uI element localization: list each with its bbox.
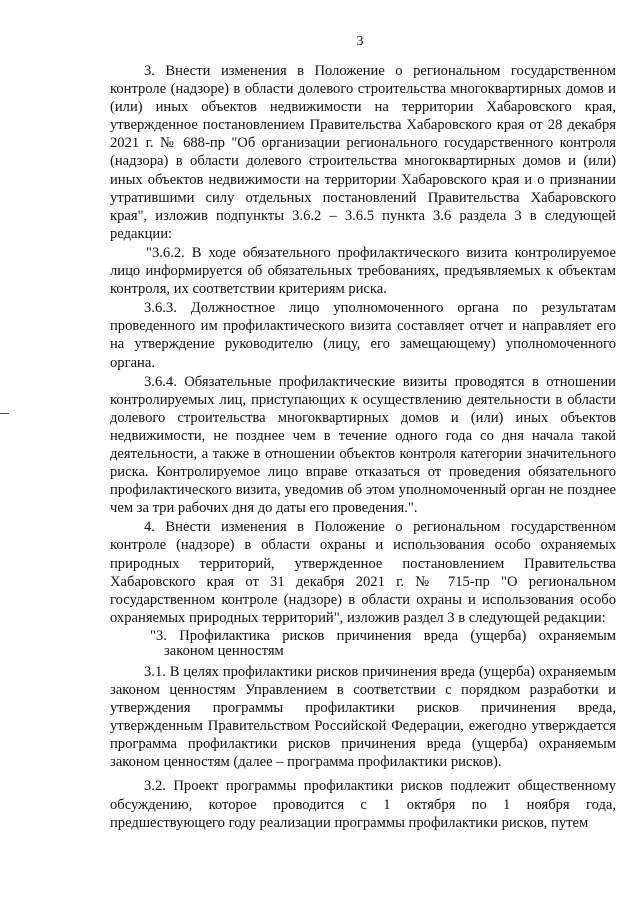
paragraph-item-3: 3. Внести изменения в Положение о региональном государственном контроле (надзоре) в области долевого строительства многоквартирных домов и (или) иных объектов недвижимости на территории Хабаровского края, утвержденное постановлением Правительства Хабаровского края от 28 декабря 2021 г. № 688-пр "Об организации регионального государственного контроля (надзора) в области долевого строительства многоквартирных домов и (или) иных объектов недвижимости на территории Хабаровского края и о признании утратившими силу отдельных постановлений Правительства Хабаровского края", изложив подпункты 3.6.2 – 3.6.5 пункта 3.6 раздела 3 в следующей редакции: — [110, 63, 616, 242]
section-heading-line-2: законом ценностям — [164, 642, 284, 659]
section-heading — [110, 629, 616, 659]
paragraph-3-2: 3.2. Проект программы профилактики рисков подлежит общественному обсуждению, которое проводится с 1 октября по 1 ноября года, предшествующего году реализации программы профилактики рисков, путем — [110, 778, 616, 831]
document-body — [110, 62, 616, 832]
section-heading-line-1: "3. Профилактика рисков причинения вреда (ущерба) охраняемым — [150, 627, 616, 644]
paragraph-3-6-4: 3.6.4. Обязательные профилактические визиты проводятся в отношении контролируемых лиц, приступающих к осуществлению деятельности в области долевого строительства многоквартирных домов и (или) иных объектов недвижимости, не позднее чем в течение одного года со дня начала такой деятельности, а также в отношении объектов контроля категории значительного риска. Контролируемое лицо вправе отказаться от проведения обязательного профилактического визита, уведомив об этом уполномоченный орган не позднее чем за три рабочих дня до даты его проведения.". — [110, 373, 616, 517]
page-number: 3 — [356, 34, 364, 49]
paragraph-3-6-3: 3.6.3. Должностное лицо уполномоченного органа по результатам проведенного им профилактического визита составляет отчет и направляет его на утверждение руководителю (лицу, его замещающему) уполномоченного органа. — [110, 300, 616, 371]
paragraph-3-1: 3.1. В целях профилактики рисков причинения вреда (ущерба) охраняемым законом ценностям Управлением в соответствии с порядком разработки и утверждения программы профилактики рисков причинения вреда, утвержденным Правительством Российской Федерации, ежегодно утверждается программа профилактики рисков причинения вреда (ущерба) охраняемым законом ценностям (далее – программа профилактики рисков). — [110, 663, 616, 771]
paragraph-item-4: 4. Внести изменения в Положение о региональном государственном контроле (надзоре) в области охраны и использования особо охраняемых природных территорий, утвержденное постановлением Правительства Хабаровского края от 31 декабря 2021 г. № 715-пр "О региональном государственном контроле (надзоре) в области охраны и использования особо охраняемых природных территорий", изложив раздел 3 в следующей редакции: — [110, 519, 616, 626]
paragraph-3-6-2: "3.6.2. В ходе обязательного профилактического визита контролируемое лицо информируется об обязательных требованиях, предъявляемых к объектам контроля, их соответствии критериям риска. — [110, 244, 616, 298]
margin-mark — [0, 413, 9, 414]
